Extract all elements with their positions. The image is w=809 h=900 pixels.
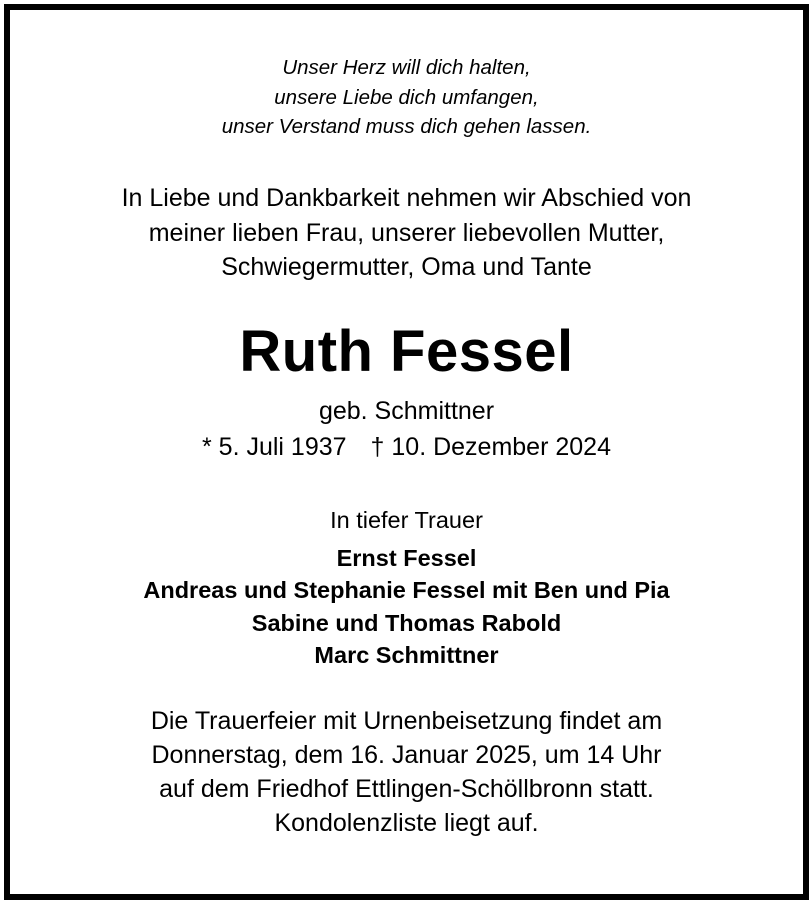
verse-line-2: unsere Liebe dich umfangen, — [274, 86, 539, 109]
mourner-name: Ernst Fessel — [336, 545, 477, 571]
life-dates — [10, 433, 803, 462]
funeral-line-1: Die Trauerfeier mit Urnenbeisetzung findet am — [150, 707, 663, 735]
intro-line-2: meiner lieben Frau, unserer liebevollen Mutter, — [148, 219, 665, 247]
mourners-heading: In tiefer Trauer — [330, 507, 483, 533]
mourner-name: Andreas und Stephanie Fessel mit Ben und Pia — [143, 577, 670, 603]
obituary-notice — [4, 4, 809, 900]
verse-line-3: unser Verstand muss dich gehen lassen. — [221, 115, 592, 138]
funeral-line-4: Kondolenzliste liegt auf. — [274, 809, 539, 837]
birth-date: * 5. Juli 1937 — [202, 433, 347, 461]
intro-line-3: Schwiegermutter, Oma und Tante — [221, 253, 592, 281]
mourner-name: Sabine und Thomas Rabold — [251, 610, 562, 636]
birth-name: geb. Schmittner — [318, 397, 495, 425]
death-date: † 10. Dezember 2024 — [370, 433, 611, 461]
verse-line-1: Unser Herz will dich halten, — [282, 56, 531, 79]
mourner-name: Marc Schmittner — [314, 642, 499, 668]
funeral-line-2: Donnerstag, dem 16. Januar 2025, um 14 Uhr — [151, 741, 662, 769]
intro-line-1: In Liebe und Dankbarkeit nehmen wir Abschied von — [121, 184, 692, 212]
funeral-line-3: auf dem Friedhof Ettlingen-Schöllbronn statt. — [159, 775, 654, 803]
deceased-name: Ruth Fessel — [239, 319, 574, 384]
